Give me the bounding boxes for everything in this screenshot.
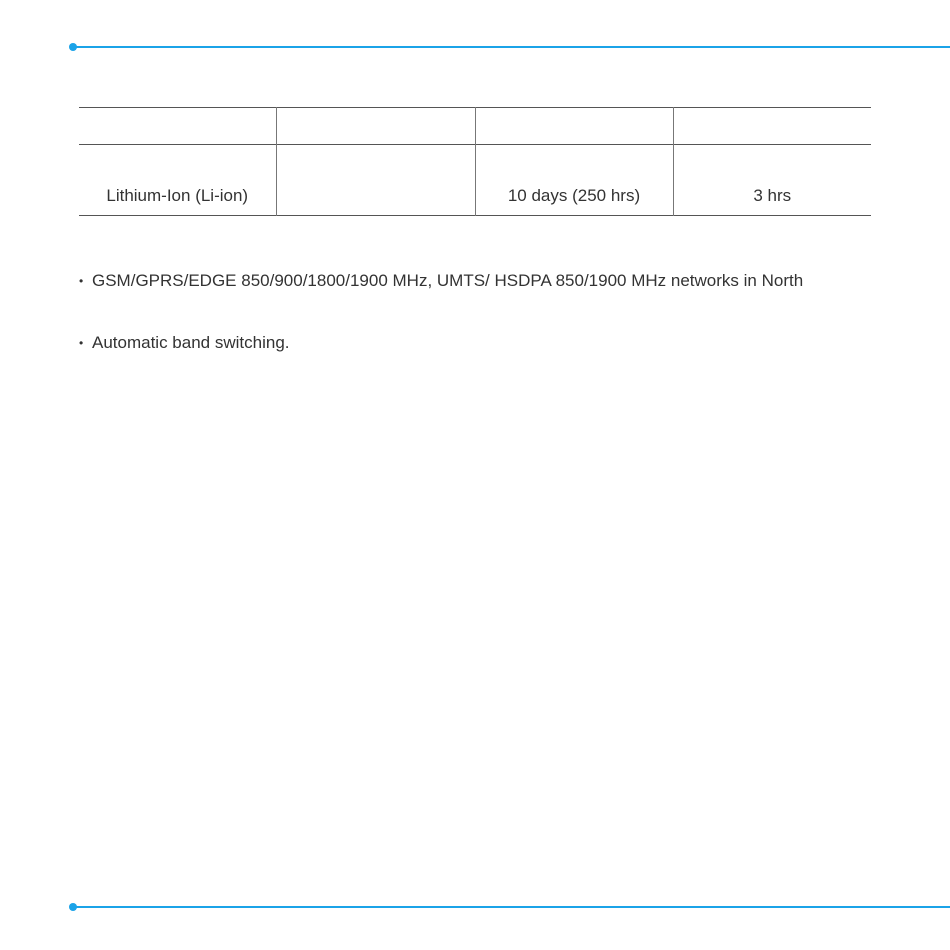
- top-divider: [73, 46, 950, 48]
- header-cell: [276, 108, 475, 145]
- header-cell: [79, 108, 276, 145]
- standby-time-cell: 10 days (250 hrs): [475, 145, 673, 216]
- list-item-text: Automatic band switching.: [92, 333, 290, 352]
- battery-type-cell: Lithium-Ion (Li-ion): [106, 186, 249, 205]
- table-row: [79, 145, 871, 216]
- list-item: [79, 270, 879, 292]
- bullet-icon: •: [79, 274, 84, 288]
- bottom-divider: [73, 906, 950, 908]
- divider-dot-icon: [69, 903, 77, 911]
- feature-list: [79, 270, 879, 354]
- list-item: [79, 332, 879, 354]
- talk-time-cell: 3 hrs: [673, 145, 871, 216]
- header-cell: [475, 108, 673, 145]
- list-item-text: GSM/GPRS/EDGE 850/900/1800/1900 MHz, UMTS/ HSDPA 850/1900 MHz networks in North: [92, 271, 804, 290]
- battery-spec-table: [79, 107, 871, 216]
- bullet-icon: •: [79, 336, 84, 350]
- header-cell: [673, 108, 871, 145]
- table-cell: [276, 145, 475, 216]
- table-header-row: [79, 108, 871, 145]
- divider-dot-icon: [69, 43, 77, 51]
